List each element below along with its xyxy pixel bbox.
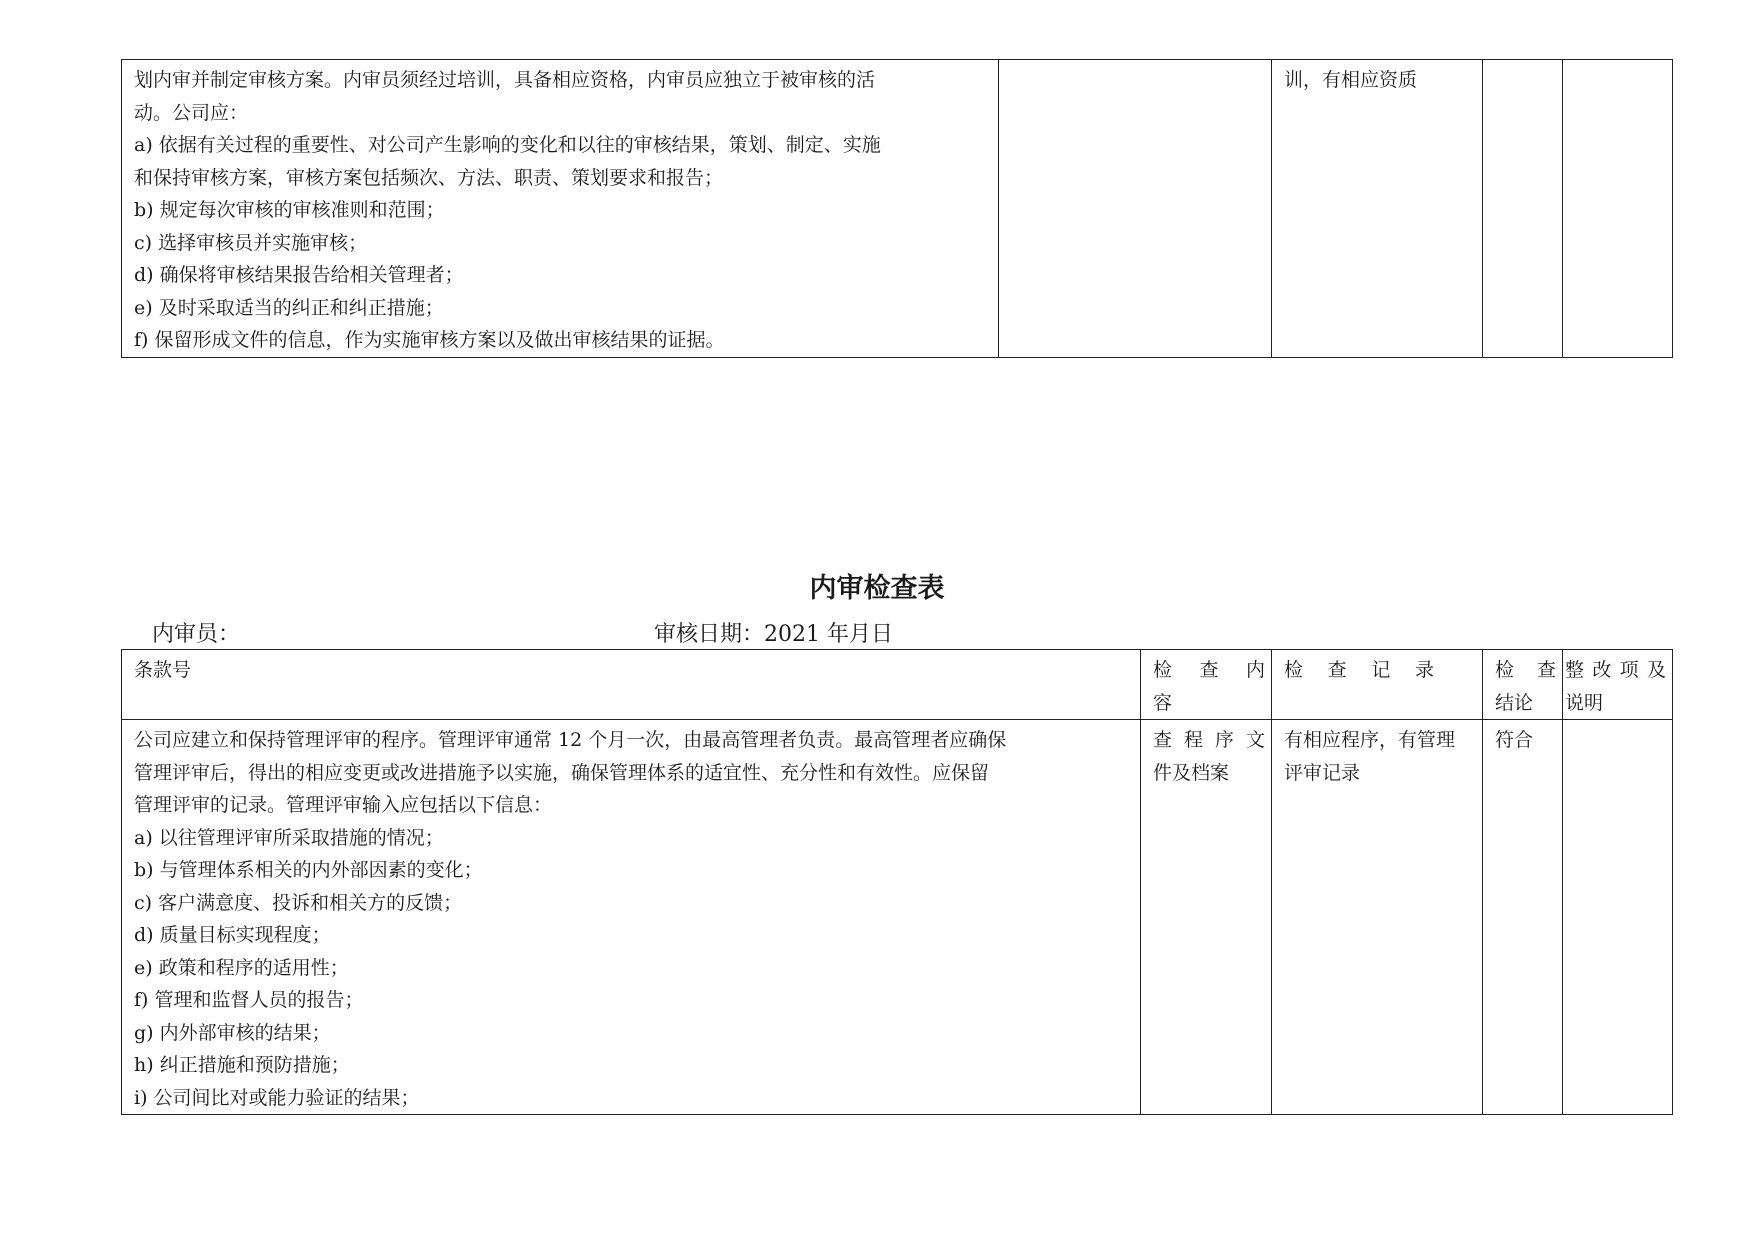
header-conclusion: [1483, 650, 1563, 720]
page-title: 内审检查表: [809, 573, 945, 604]
check-content-cell: [999, 60, 1272, 358]
spaced-char: 文: [1245, 729, 1265, 751]
header-remarks: [1563, 650, 1673, 720]
check-record-cell: [1272, 720, 1483, 1115]
conclusion-cell: [1483, 60, 1563, 358]
header-remarks-line2: 说明: [1565, 691, 1604, 714]
clause-line: 和保持审核方案，审核方案包括频次、方法、职责、策划要求和报告；: [134, 166, 724, 189]
record-line1: 有相应程序，有管理: [1284, 729, 1456, 751]
clause-line: i) 公司间比对或能力验证的结果；: [134, 1086, 420, 1109]
clause-line: h) 纠正措施和预防措施；: [134, 1054, 350, 1076]
header-remarks-line1: [1565, 654, 1666, 687]
spaced-char: 内: [1245, 659, 1265, 681]
clause-line: d) 确保将审核结果报告给相关管理者；: [134, 264, 464, 286]
continued-checklist-table: [121, 59, 1673, 358]
audit-date: 审核日期：2021 年月日: [654, 622, 893, 647]
header-clause: [122, 650, 1141, 720]
spaced-char: 检: [1284, 659, 1304, 681]
clause-line: a) 依据有关过程的重要性、对公司产生影响的变化和以往的审核结果，策划、制定、实施: [134, 134, 881, 156]
spaced-char: 项: [1619, 659, 1639, 681]
table-row: [122, 720, 1673, 1115]
clause-line: d) 质量目标实现程度；: [134, 924, 331, 946]
clause-line: 划内审并制定审核方案。内审员须经过培训，具备相应资格，内审员应独立于被审核的活: [134, 69, 876, 91]
remarks-cell: [1563, 720, 1673, 1115]
clause-line: b) 规定每次审核的审核准则和范围；: [134, 199, 445, 221]
conclusion-cell: [1483, 720, 1563, 1115]
conclusion-text: 符合: [1495, 729, 1534, 751]
clause-cell: [122, 720, 1141, 1115]
clause-line: c) 客户满意度、投诉和相关方的反馈；: [134, 891, 463, 914]
auditor-label: 内审员：: [152, 622, 241, 647]
spaced-char: 录: [1414, 659, 1434, 681]
clause-cell: [122, 60, 999, 358]
header-conclusion-line2: 结论: [1495, 691, 1534, 714]
spaced-char: 改: [1592, 659, 1612, 681]
table-header-row: [122, 650, 1673, 720]
clause-line: f) 管理和监督人员的报告；: [134, 989, 364, 1011]
clause-line: 管理评审后，得出的相应变更或改进措施予以实施，确保管理体系的适宜性、充分性和有效性。应保留: [134, 761, 990, 784]
spaced-char: 整: [1565, 659, 1585, 681]
header-content: [1141, 650, 1272, 720]
clause-line: 公司应建立和保持管理评审的程序。管理评审通常 12 个月一次，由最高管理者负责。最高管理者应确保: [134, 729, 1007, 751]
header-content-line2: 容: [1153, 691, 1173, 714]
spaced-char: 检: [1153, 659, 1173, 681]
content-line1: [1153, 724, 1265, 757]
clause-line: 动。公司应：: [134, 101, 249, 124]
remarks-cell: [1563, 60, 1673, 358]
record-line2: 评审记录: [1284, 761, 1361, 784]
header-conclusion-line1: [1495, 654, 1556, 687]
clause-line: c) 选择审核员并实施审核；: [134, 231, 368, 254]
spaced-char: 查: [1199, 659, 1219, 681]
spaced-char: 及: [1646, 659, 1666, 681]
clause-line: e) 及时采取适当的纠正和纠正措施；: [134, 296, 444, 319]
clause-line: e) 政策和程序的适用性；: [134, 956, 349, 979]
header-content-line1: [1153, 654, 1265, 687]
table-row: [122, 60, 1673, 358]
content-line2: 件及档案: [1153, 761, 1230, 784]
spaced-char: 查: [1327, 659, 1347, 681]
clause-line: 管理评审的记录。管理评审输入应包括以下信息：: [134, 794, 553, 816]
spaced-char: 查: [1153, 729, 1173, 751]
record-text: 训，有相应资质: [1284, 69, 1418, 91]
spaced-char: 检: [1495, 659, 1515, 681]
clause-line: g) 内外部审核的结果；: [134, 1021, 331, 1044]
audit-checklist-table: [121, 649, 1673, 1115]
spaced-char: 记: [1371, 659, 1391, 681]
clause-line: f) 保留形成文件的信息，作为实施审核方案以及做出审核结果的证据。: [134, 329, 725, 351]
clause-line: a) 以往管理评审所采取措施的情况；: [134, 826, 444, 849]
check-record-cell: [1272, 60, 1483, 358]
header-clause-label: 条款号: [134, 659, 192, 681]
clause-line: b) 与管理体系相关的内外部因素的变化；: [134, 859, 483, 881]
check-content-cell: [1141, 720, 1272, 1115]
spaced-char: 查: [1536, 659, 1556, 681]
spaced-char: 序: [1214, 729, 1234, 751]
header-record: [1272, 650, 1483, 720]
header-record-label: [1284, 654, 1434, 687]
spaced-char: 程: [1183, 729, 1203, 751]
